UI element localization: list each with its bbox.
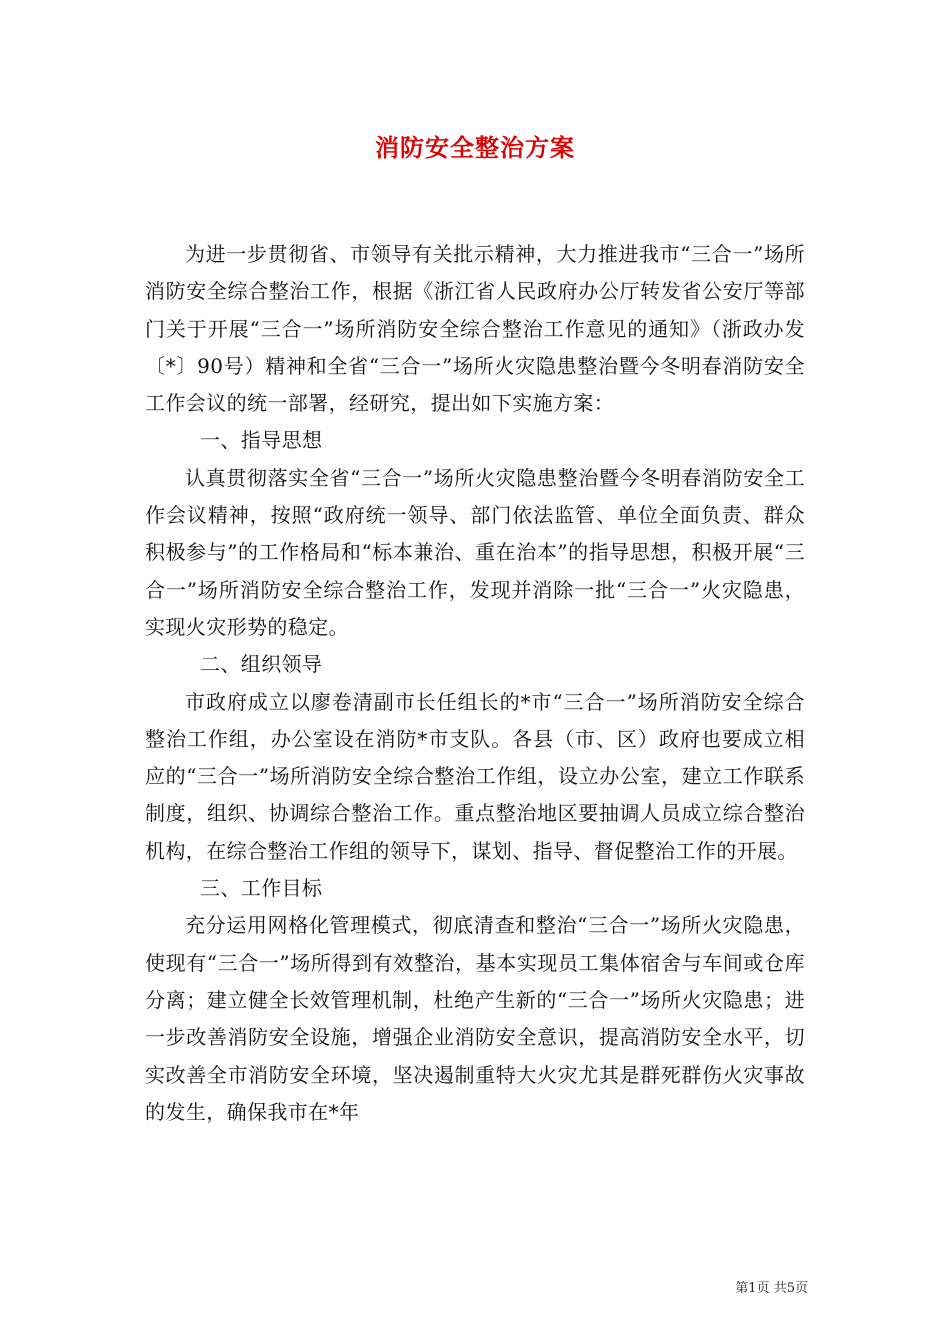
document-title: 消防安全整治方案 — [375, 133, 575, 162]
section-paragraph-goals: 充分运用网格化管理模式，彻底清查和整治“三合一”场所火灾隐患，使现有“三合一”场所得到有效整治，基本实现员工集体宿舍与车间或仓库分离；建立健全长效管理机制，杜绝产生新的“三合一”场所火灾隐患；进一步改善消防安全设施，增强企业消防安全意识，提高消防安全水平，切实改善全市消防安全环境，坚决遏制重特大火灾尤其是群死群伤火灾事故的发生，确保我市在*年 — [145, 913, 805, 1124]
intro-paragraph: 为进一步贯彻省、市领导有关批示精神，大力推进我市“三合一”场所消防安全综合整治工作，根据《浙江省人民政府办公厅转发省公安厅等部门关于开展“三合一”场所消防安全综合整治工作意见的通知》（浙政办发〔*〕90号）精神和全省“三合一”场所火灾隐患整治暨今冬明春消防安全工作会议的统一部署，经研究，提出如下实施方案： — [145, 242, 805, 416]
section-heading-organization: 二、组织领导 — [200, 652, 323, 677]
footer-current-page: 1 — [748, 1281, 757, 1296]
footer-prefix: 第 — [735, 1281, 749, 1296]
section-paragraph-organization: 市政府成立以廖卷清副市长任组长的*市“三合一”场所消防安全综合整治工作组，办公室设在消防*市支队。各县（市、区）政府也要成立相应的“三合一”场所消防安全综合整治工作组，设立办公室，建立工作联系制度，组织、协调综合整治工作。重点整治地区要抽调人员成立综合整治机构，在综合整治工作组的领导下，谋划、指导、督促整治工作的开展。 — [145, 689, 805, 863]
page-number-footer — [690, 1277, 808, 1296]
footer-total-pages: 5 — [786, 1281, 795, 1296]
section-heading-goals: 三、工作目标 — [200, 876, 323, 901]
document-body — [145, 236, 805, 1131]
section-paragraph-guiding-ideology: 认真贯彻落实全省“三合一”场所火灾隐患整治暨今冬明春消防安全工作会议精神，按照“政府统一领导、部门依法监管、单位全面负责、群众积极参与”的工作格局和“标本兼治、重在治本”的指导思想，积极开展“三合一”场所消防安全综合整治工作，发现并消除一批“三合一”火灾隐患，实现火灾形势的稳定。 — [145, 465, 805, 639]
footer-suffix: 页 — [794, 1281, 808, 1296]
footer-middle: 页 共 — [756, 1281, 787, 1296]
section-heading-guiding-ideology: 一、指导思想 — [200, 428, 323, 453]
